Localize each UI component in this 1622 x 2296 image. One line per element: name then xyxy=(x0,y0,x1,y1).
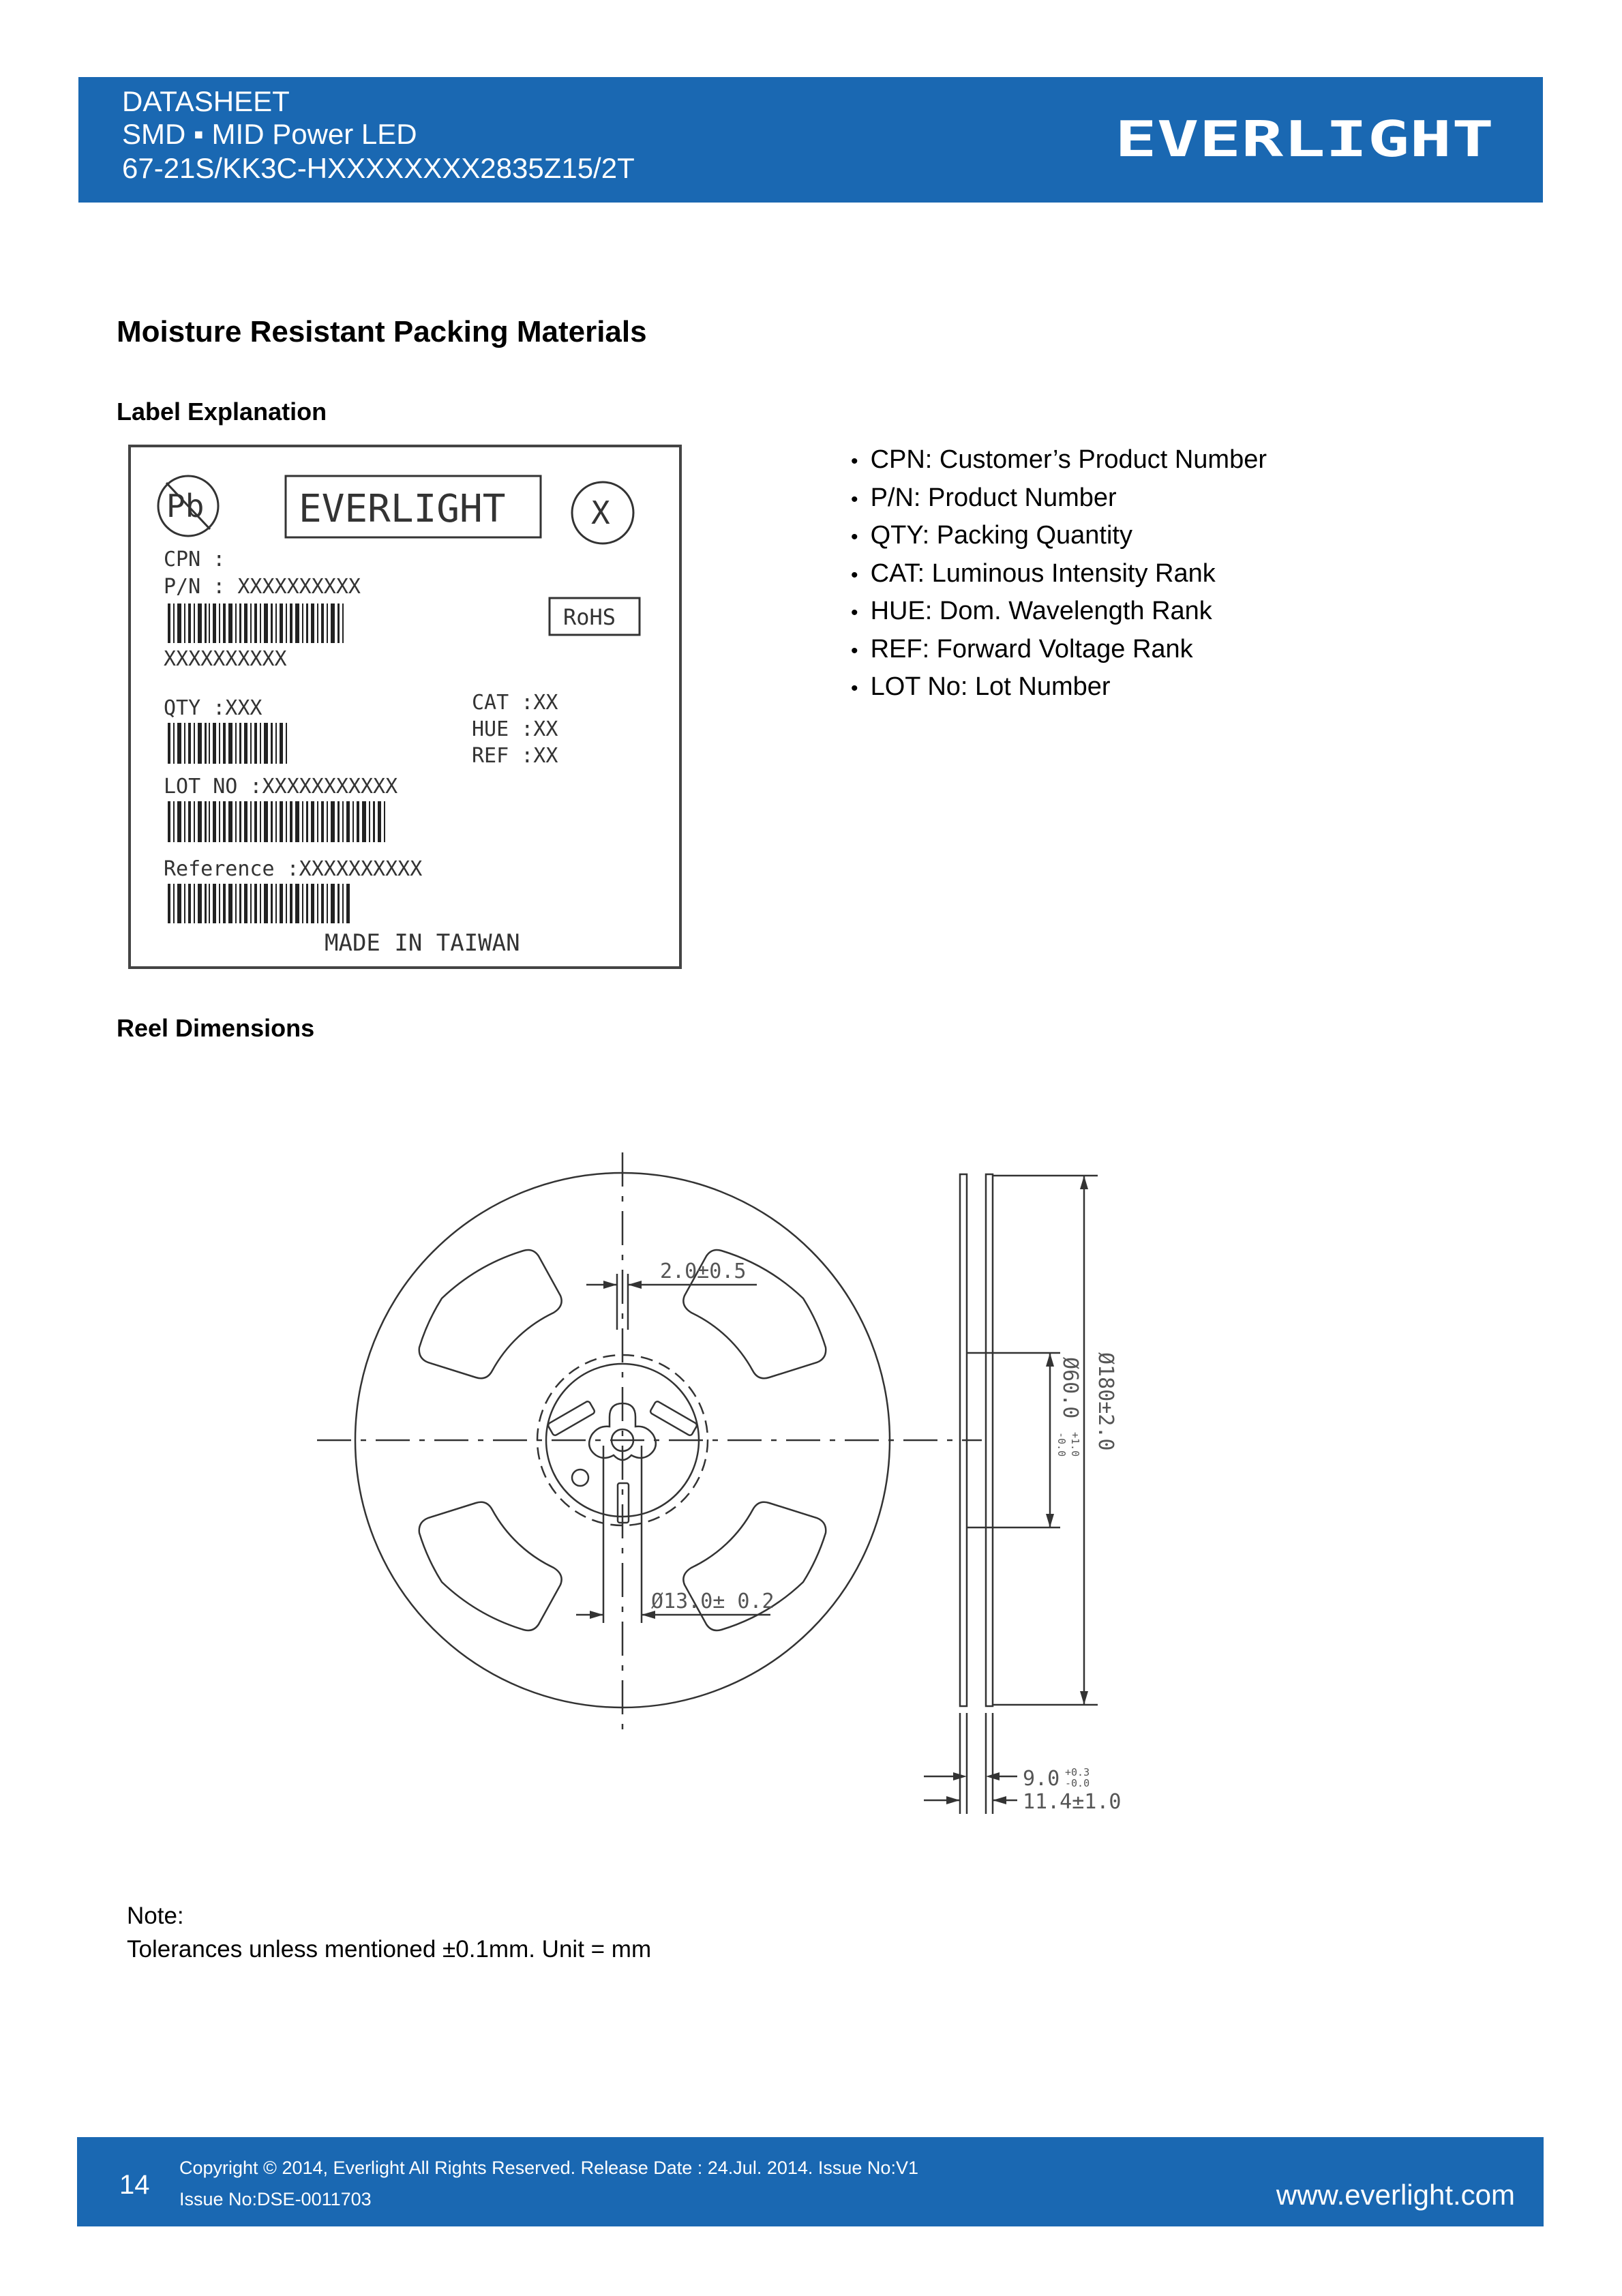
dim-width-inner-tol-minus: -0.0 xyxy=(1065,1777,1090,1789)
dim-slot-label: 2.0±0.5 xyxy=(660,1259,747,1283)
label-legend xyxy=(851,442,1267,707)
footer-banner xyxy=(77,2137,1544,2226)
legend-item: • REF: Forward Voltage Rank xyxy=(851,634,1193,664)
label-diagram xyxy=(127,443,686,972)
dim-hub-outer-label: Ø60.0 xyxy=(1058,1357,1082,1419)
dim-reel-label: Ø180±2.0 xyxy=(1094,1352,1117,1451)
reel-window-bottom-left xyxy=(419,1502,562,1630)
hub-pin-hole xyxy=(572,1470,588,1486)
reel-drawing xyxy=(300,1146,1159,1814)
brand-text: EVERLIGHT xyxy=(299,487,506,531)
legend-item: • P/N: Product Number xyxy=(851,483,1117,512)
reference-line: Reference :XXXXXXXXXX xyxy=(164,857,423,881)
lot-line: LOT NO :XXXXXXXXXXX xyxy=(164,775,398,799)
reel-dimensions-heading: Reel Dimensions xyxy=(117,1014,315,1042)
legend-item: • CPN: Customer’s Product Number xyxy=(851,445,1267,474)
cpn-line: CPN : xyxy=(164,548,226,571)
doc-type: DATASHEET xyxy=(122,85,290,117)
product-category: SMD ▪ MID Power LED xyxy=(122,118,417,150)
pn-line: P/N : XXXXXXXXXX xyxy=(164,575,361,599)
legend-item: • CAT: Luminous Intensity Rank xyxy=(851,558,1216,588)
header-banner xyxy=(78,77,1543,203)
website-link[interactable]: www.everlight.com xyxy=(1276,2179,1515,2211)
label-explanation-heading: Label Explanation xyxy=(117,398,327,426)
ref-line: REF :XX xyxy=(472,744,558,768)
page-number: 14 xyxy=(119,2170,150,2200)
legend-item: • LOT No: Lot Number xyxy=(851,672,1111,701)
pn-code: XXXXXXXXXX xyxy=(164,647,287,671)
dim-hub-outer-tol-plus: +1.0 xyxy=(1069,1432,1081,1457)
legend-item: • HUE: Dom. Wavelength Rank xyxy=(851,597,1212,625)
made-in-line: MADE IN TAIWAN xyxy=(325,929,520,957)
logo-text: EVERLIGHT xyxy=(1115,118,1494,162)
barcode-lot xyxy=(168,801,385,842)
part-number: 67-21S/KK3C-HXXXXXXXX2835Z15/2T xyxy=(122,152,635,184)
dim-hub-outer-tol-minus: -0.0 xyxy=(1055,1432,1068,1457)
note-title: Note: xyxy=(127,1903,184,1929)
dim-width-inner-tol-plus: +0.3 xyxy=(1065,1766,1090,1778)
dim-width-inner-label: 9.0 xyxy=(1023,1767,1060,1791)
cat-line: CAT :XX xyxy=(472,691,558,715)
pb-text: Pb xyxy=(166,488,205,524)
issue-number: Issue No:DSE-0011703 xyxy=(179,2189,372,2209)
copyright-text: Copyright © 2014, Everlight All Rights Reserved. Release Date : 24.Jul. 2014. Issue No:V1 xyxy=(179,2158,918,2178)
qty-line: QTY :XXX xyxy=(164,696,262,720)
section-title: Moisture Resistant Packing Materials xyxy=(117,315,647,348)
hue-line: HUE :XX xyxy=(472,717,558,741)
note-text: Tolerances unless mentioned ±0.1mm. Unit = mm xyxy=(127,1936,652,1963)
rohs-text: RoHS xyxy=(563,604,616,630)
everlight-logo xyxy=(1115,118,1497,162)
dim-width-outer-label: 11.4±1.0 xyxy=(1023,1790,1122,1814)
side-flange-right xyxy=(986,1174,993,1706)
x-symbol-text: X xyxy=(591,494,610,531)
legend-item: • QTY: Packing Quantity xyxy=(851,521,1132,550)
dim-hub-label: Ø13.0± 0.2 xyxy=(651,1590,775,1613)
reel-window-top-left xyxy=(419,1250,562,1378)
barcode-pn xyxy=(168,603,344,643)
